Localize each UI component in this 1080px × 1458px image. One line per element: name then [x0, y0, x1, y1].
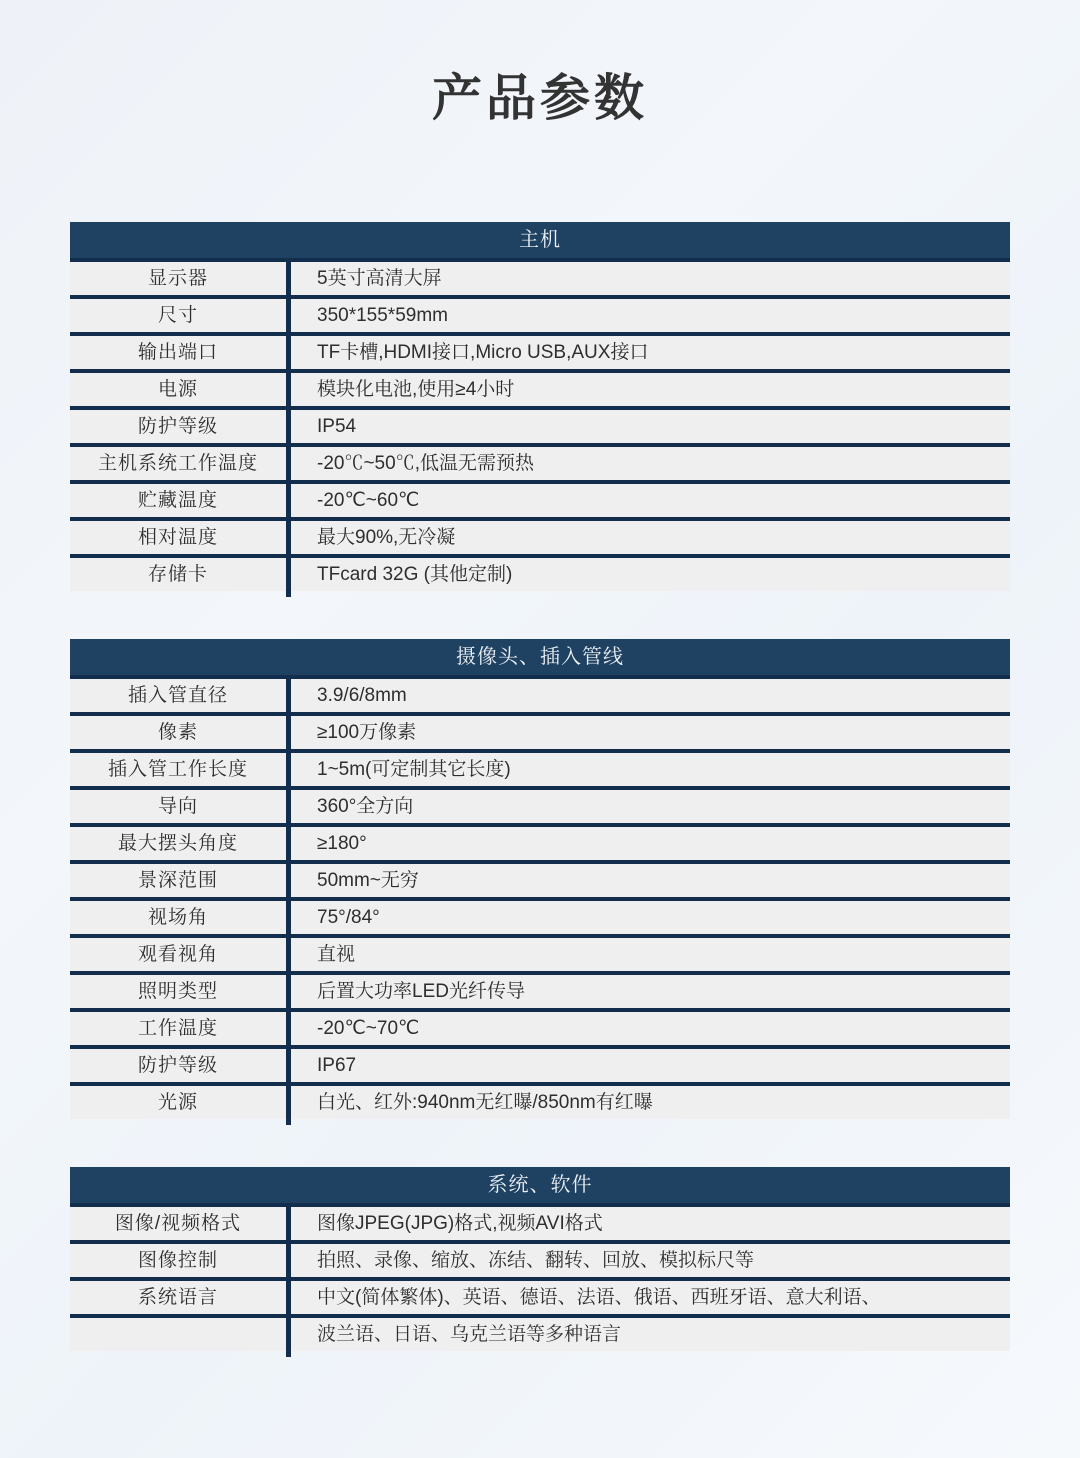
- table-row: [70, 332, 1010, 369]
- row-label: 图像控制: [137, 1250, 218, 1271]
- table-row: [70, 554, 1010, 591]
- row-value: TFcard 32G (其他定制): [317, 564, 513, 585]
- table-row: [70, 823, 1010, 860]
- row-label: 观看视角: [137, 944, 218, 965]
- row-value: 中文(简体繁体)、英语、德语、法语、俄语、西班牙语、意大利语、: [317, 1287, 881, 1308]
- row-value: 75°/84°: [317, 907, 380, 928]
- spec-table-1: [70, 639, 1010, 1119]
- row-label: 输出端口: [137, 342, 218, 363]
- row-label: 视场角: [147, 907, 208, 928]
- row-label: 尺寸: [157, 305, 198, 326]
- table-row: [70, 443, 1010, 480]
- table-row: [70, 971, 1010, 1008]
- row-value: 360°全方向: [317, 796, 414, 817]
- row-label: [70, 1318, 286, 1351]
- table-section-header: 系统、软件: [70, 1167, 1010, 1203]
- row-label: 像素: [157, 722, 198, 743]
- spec-table-2: [70, 1167, 1010, 1351]
- row-value: 拍照、录像、缩放、冻结、翻转、回放、模拟标尺等: [317, 1250, 755, 1271]
- row-value: -20℃~70℃: [317, 1018, 420, 1039]
- row-label: 贮藏温度: [137, 490, 218, 511]
- row-value: 图像JPEG(JPG)格式,视频AVI格式: [317, 1213, 603, 1234]
- row-value: -20℃~50℃,低温无需预热: [317, 453, 534, 474]
- table-row: [70, 934, 1010, 971]
- table-row: [70, 1203, 1010, 1240]
- table-row: [70, 517, 1010, 554]
- row-value: 1~5m(可定制其它长度): [317, 759, 511, 780]
- table-row: [70, 295, 1010, 332]
- table-section-header: 摄像头、插入管线: [70, 639, 1010, 675]
- table-row: [70, 1082, 1010, 1119]
- row-label: 光源: [157, 1092, 198, 1113]
- row-label: 景深范围: [137, 870, 218, 891]
- row-label: 导向: [157, 796, 198, 817]
- table-row: [70, 675, 1010, 712]
- row-label: 插入管直径: [127, 685, 228, 706]
- row-value: -20℃~60℃: [317, 490, 420, 511]
- row-label: 插入管工作长度: [107, 759, 248, 780]
- table-row: [70, 712, 1010, 749]
- row-value: IP67: [317, 1055, 357, 1076]
- table-row: [70, 258, 1010, 295]
- spec-tables-container: [0, 222, 1080, 1351]
- table-row: [70, 1277, 1010, 1314]
- table-row: [70, 860, 1010, 897]
- row-value: 3.9/6/8mm: [317, 685, 407, 706]
- row-value: 5英寸高清大屏: [317, 268, 442, 289]
- row-label: 防护等级: [137, 1055, 218, 1076]
- table-row: [70, 480, 1010, 517]
- row-label: 系统语言: [137, 1287, 218, 1308]
- row-value: 350*155*59mm: [317, 305, 448, 326]
- row-label: 最大摆头角度: [117, 833, 238, 854]
- table-row: [70, 786, 1010, 823]
- row-label: 存储卡: [147, 564, 208, 585]
- row-value: 模块化电池,使用≥4小时: [317, 379, 515, 400]
- row-label: 显示器: [147, 268, 208, 289]
- table-row: [70, 406, 1010, 443]
- row-value: 白光、红外:940nm无红曝/850nm有红曝: [317, 1092, 653, 1113]
- table-row: [70, 1314, 1010, 1351]
- row-label: 主机系统工作温度: [97, 453, 258, 474]
- row-value: ≥180°: [317, 833, 367, 854]
- row-label: 工作温度: [137, 1018, 218, 1039]
- page-title: 产品参数: [432, 70, 648, 126]
- row-label: 照明类型: [137, 981, 218, 1002]
- row-value: 波兰语、日语、乌克兰语等多种语言: [317, 1324, 622, 1345]
- row-value: 最大90%,无冷凝: [317, 527, 456, 548]
- table-row: [70, 1008, 1010, 1045]
- spec-table-0: [70, 222, 1010, 591]
- table-section-header: 主机: [70, 222, 1010, 258]
- row-label: 电源: [157, 379, 198, 400]
- table-row: [70, 369, 1010, 406]
- row-label: 防护等级: [137, 416, 218, 437]
- row-value: 50mm~无穷: [317, 870, 419, 891]
- row-value: ≥100万像素: [317, 722, 417, 743]
- table-row: [70, 749, 1010, 786]
- table-row: [70, 1240, 1010, 1277]
- table-row: [70, 897, 1010, 934]
- table-row: [70, 1045, 1010, 1082]
- row-value: IP54: [317, 416, 357, 437]
- row-value: TF卡槽,HDMI接口,Micro USB,AUX接口: [317, 342, 649, 363]
- row-value: 直视: [317, 944, 356, 965]
- row-value: 后置大功率LED光纤传导: [317, 981, 525, 1002]
- row-label: 相对温度: [137, 527, 218, 548]
- row-label: 图像/视频格式: [114, 1213, 242, 1234]
